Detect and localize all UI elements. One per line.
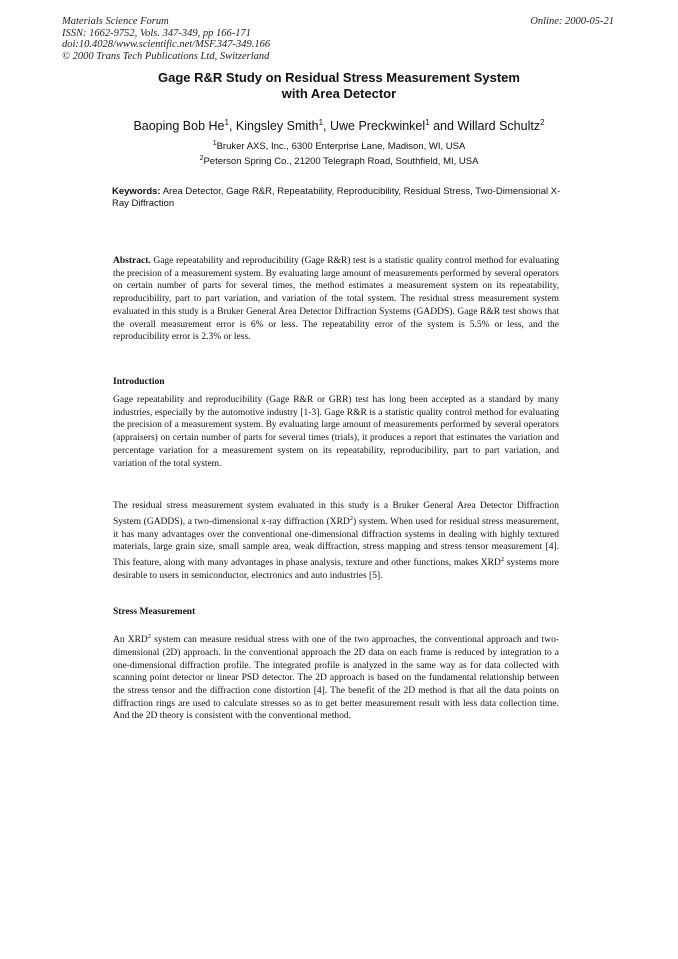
author-separator: , bbox=[228, 119, 236, 134]
text-run: system can measure residual stress with one of the two approaches, the conventional approach and two-dimensional (2D) approach. In the conventional approach the 2D data on each frame is reduced by integration to a one-dimensional diffraction profile. The integrated profile is analyzed in the same way as for data collected with scanning point detector or linear PSD detector. The 2D approach is based on the fundamental relationship between the stress tensor and the diffraction cone distortion [4]. The benefit of the 2D method is that all the data points on diffraction rings are used to calculate stresses so as to get better measurement result with less data collection time. And the 2D theory is consistent with the conventional method. bbox=[113, 635, 560, 722]
author-separator: , bbox=[323, 119, 330, 134]
affiliation-text: Bruker AXS, Inc., 6300 Enterprise Lane, Madison, WI, USA bbox=[216, 141, 466, 153]
keywords-label: Keywords: bbox=[112, 186, 161, 197]
author-list bbox=[0, 118, 678, 133]
issn-line: ISSN: 1662-9752, Vols. 347-349, pp 166-171 bbox=[62, 27, 251, 39]
affiliation-mark: 1 bbox=[212, 140, 217, 147]
text-run: An XRD bbox=[113, 635, 148, 646]
affiliation-1 bbox=[0, 140, 678, 152]
doi-link[interactable]: doi:10.4028/www.scientific.net/MSF.347-349.166 bbox=[62, 39, 271, 50]
affiliation-mark: 2 bbox=[199, 155, 204, 162]
affiliation-text: Peterson Spring Co., 21200 Telegraph Road, Southfield, MI, USA bbox=[203, 156, 479, 168]
journal-metadata bbox=[62, 16, 270, 62]
copyright-line: © 2000 Trans Tech Publications Ltd, Switzerland bbox=[62, 50, 270, 62]
author-name: Baoping Bob He bbox=[133, 119, 225, 134]
author-affiliation-mark: 1 bbox=[224, 118, 229, 127]
text-run: ) system. When used for residual stress measurement, it has many advantages over the conventional one-dimensional diffraction systems in dealing with highly textured materials, large grain size, small sample area, weak diffraction, stress mapping and stress tensor measurement [4]. This feature, along with many advantages in phase analysis, texture and other functions, makes XRD bbox=[113, 516, 559, 569]
introduction-paragraph-2 bbox=[113, 500, 559, 583]
stress-measurement-paragraph bbox=[113, 631, 559, 723]
author-affiliation-mark: 1 bbox=[318, 118, 324, 127]
author-name: Kingsley Smith bbox=[235, 119, 319, 134]
author-affiliation-mark: 2 bbox=[540, 118, 545, 127]
abstract-paragraph bbox=[113, 255, 559, 344]
author-name: Uwe Preckwinkel bbox=[329, 119, 426, 134]
journal-name: Materials Science Forum bbox=[62, 16, 169, 27]
superscript: 2 bbox=[500, 555, 505, 563]
introduction-paragraph-1: Gage repeatability and reproducibility (Gage R&R or GRR) test has long been accepted as a standard by many industries, especially by the automotive industry [1-3]. Gage R&R is a statistic quality control method for evaluating the precision of a measurement system. By evaluating large amount of measurements performed by several operators (appraisers) on certain number of parts for several times (trials), it produces a report that estimates the variation and percentage variation for a measurement system on its repeatability, reproducibility, part to part variation, and variation of the total system. bbox=[113, 395, 559, 469]
paper-title bbox=[0, 70, 678, 102]
author-separator: and bbox=[429, 119, 458, 134]
title-line-1: Gage R&R Study on Residual Stress Measurement System bbox=[158, 70, 520, 85]
text-run: The residual stress measurement system evaluated in this study is a Bruker General Area Detector Diffraction System (GADDS), a two-dimensional x-ray diffraction (XRD bbox=[113, 501, 559, 527]
keywords-text: Area Detector, Gage R&R, Repeatability, Reproducibility, Residual Stress, Two-Dimensional X-Ray Diffraction bbox=[112, 186, 561, 209]
superscript: 2 bbox=[147, 633, 152, 640]
abstract-label: Abstract. bbox=[113, 256, 151, 266]
superscript: 2 bbox=[349, 514, 354, 522]
author-name: Willard Schultz bbox=[457, 119, 541, 134]
online-date: Online: 2000-05-21 bbox=[530, 16, 614, 27]
stress-measurement-heading: Stress Measurement bbox=[113, 607, 196, 617]
title-line-2: with Area Detector bbox=[281, 86, 397, 101]
text-run: systems more desirable to users in semiconductor, electronics and auto industries [5]. bbox=[113, 558, 560, 581]
author-affiliation-mark: 1 bbox=[425, 118, 430, 127]
introduction-heading: Introduction bbox=[113, 377, 165, 387]
affiliation-2 bbox=[0, 155, 678, 167]
keywords-block bbox=[112, 186, 572, 210]
abstract-text: Gage repeatability and reproducibility (Gage R&R) test is a statistic quality control method for evaluating the precision of a measurement system. By evaluating large amount of measurements performed by several operators on certain number of parts for several times, the method estimates a measurement system on its repeatability, reproducibility, part to part variation, and variation of the total system. The residual stress measurement system evaluated in this study is a Bruker General Area Detector Diffraction Systems (GADDS). Gage R&R test shows that the overall measurement error is 6% or less. The repeatability error of the system is 5.5% or less, and the reproducibility error is 2.3% or less. bbox=[113, 256, 560, 343]
